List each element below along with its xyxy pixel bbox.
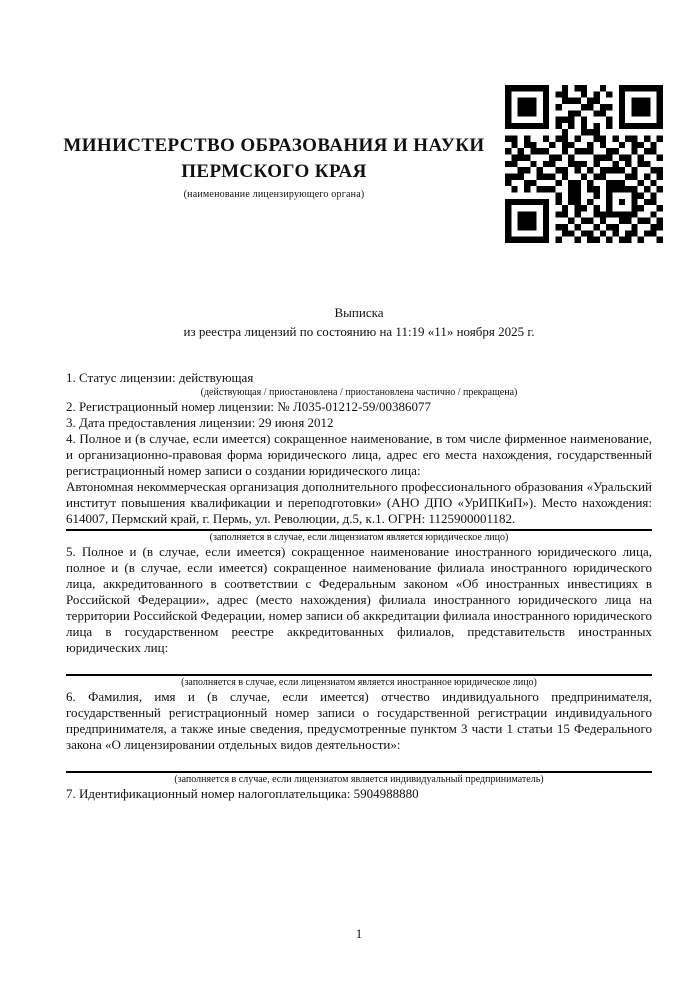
qr-code	[505, 85, 663, 243]
item-6-value-blank	[66, 753, 652, 769]
item-5-label: 5. Полное и (в случае, если имеется) сокращенное наименование иностранного юридического лица, полное и (в случае, если имеется) сокращенное наименование филиала иностранного юридического лица, аккредитованного в соответствии с Федеральным законом «Об иностранных инвестициях в Российской Федерации», адрес (место нахождения) филиала иностранного юридического лица на территории Российской Федерации, номер записи об аккредитации филиала иностранного юридического лица в государственном реестре аккредитованных филиалов, представительств иностранных юридических лиц:	[66, 544, 652, 655]
page-number: 1	[355, 926, 363, 941]
foreign-entity-note: (заполняется в случае, если лицензиатом является иностранное юридическое лицо)	[181, 677, 537, 688]
document-subtitle: из реестра лицензий по состоянию на 11:19 «11» ноября 2025 г.	[183, 324, 535, 339]
item-4-value: Автономная некоммерческая организация дополнительного профессионального образования «Уральский институт повышения квалификации и переподготовки» (АНО ДПО «УрИПКиП»). Место нахождения: 614007, Пермский край, г. Пермь, ул. Революции, д.5, к.1. ОГРН: 1125900001182.	[66, 479, 652, 526]
licensing-authority-header	[58, 133, 490, 200]
org-name-line2: ПЕРМСКОГО КРАЯ	[181, 161, 367, 182]
item-2-registration-number: 2. Регистрационный номер лицензии: № Л035-01212-59/00386077	[66, 399, 432, 414]
document-title: Выписка	[334, 305, 384, 320]
entrepreneur-note: (заполняется в случае, если лицензиатом является индивидуальный предприниматель)	[174, 774, 544, 785]
legal-entity-note: (заполняется в случае, если лицензиатом является юридическое лицо)	[209, 532, 509, 543]
org-name-line1: МИНИСТЕРСТВО ОБРАЗОВАНИЯ И НАУКИ	[63, 135, 485, 156]
item-4-label: 4. Полное и (в случае, если имеется) сокращенное наименование, в том числе фирменное наименование, и организационно-правовая форма юридического лица, адрес его места нахождения, государственный регистрационный номер записи о создании юридического лица:	[66, 431, 652, 478]
item-3-grant-date: 3. Дата предоставления лицензии: 29 июня 2012	[66, 415, 334, 430]
status-options-note: (действующая / приостановлена / приостановлена частично / прекращена)	[200, 387, 518, 398]
document-body	[66, 370, 652, 802]
item-1-license-status: 1. Статус лицензии: действующая	[66, 370, 254, 385]
item-7-taxpayer-id: 7. Идентификационный номер налогоплательщика: 5904988880	[66, 786, 419, 801]
item-5-value-blank	[66, 656, 652, 672]
org-caption: (наименование лицензирующего органа)	[183, 189, 365, 200]
item-6-label: 6. Фамилия, имя и (в случае, если имеется) отчество индивидуального предпринимателя, государственный регистрационный номер записи о государственной регистрации индивидуального предпринимателя, а также иные сведения, предусмотренные пунктом 3 части 1 статьи 15 Федерального закона «О лицензировании отдельных видов деятельности»:	[66, 689, 652, 752]
document-title-block	[66, 303, 652, 341]
org-name	[58, 133, 490, 185]
